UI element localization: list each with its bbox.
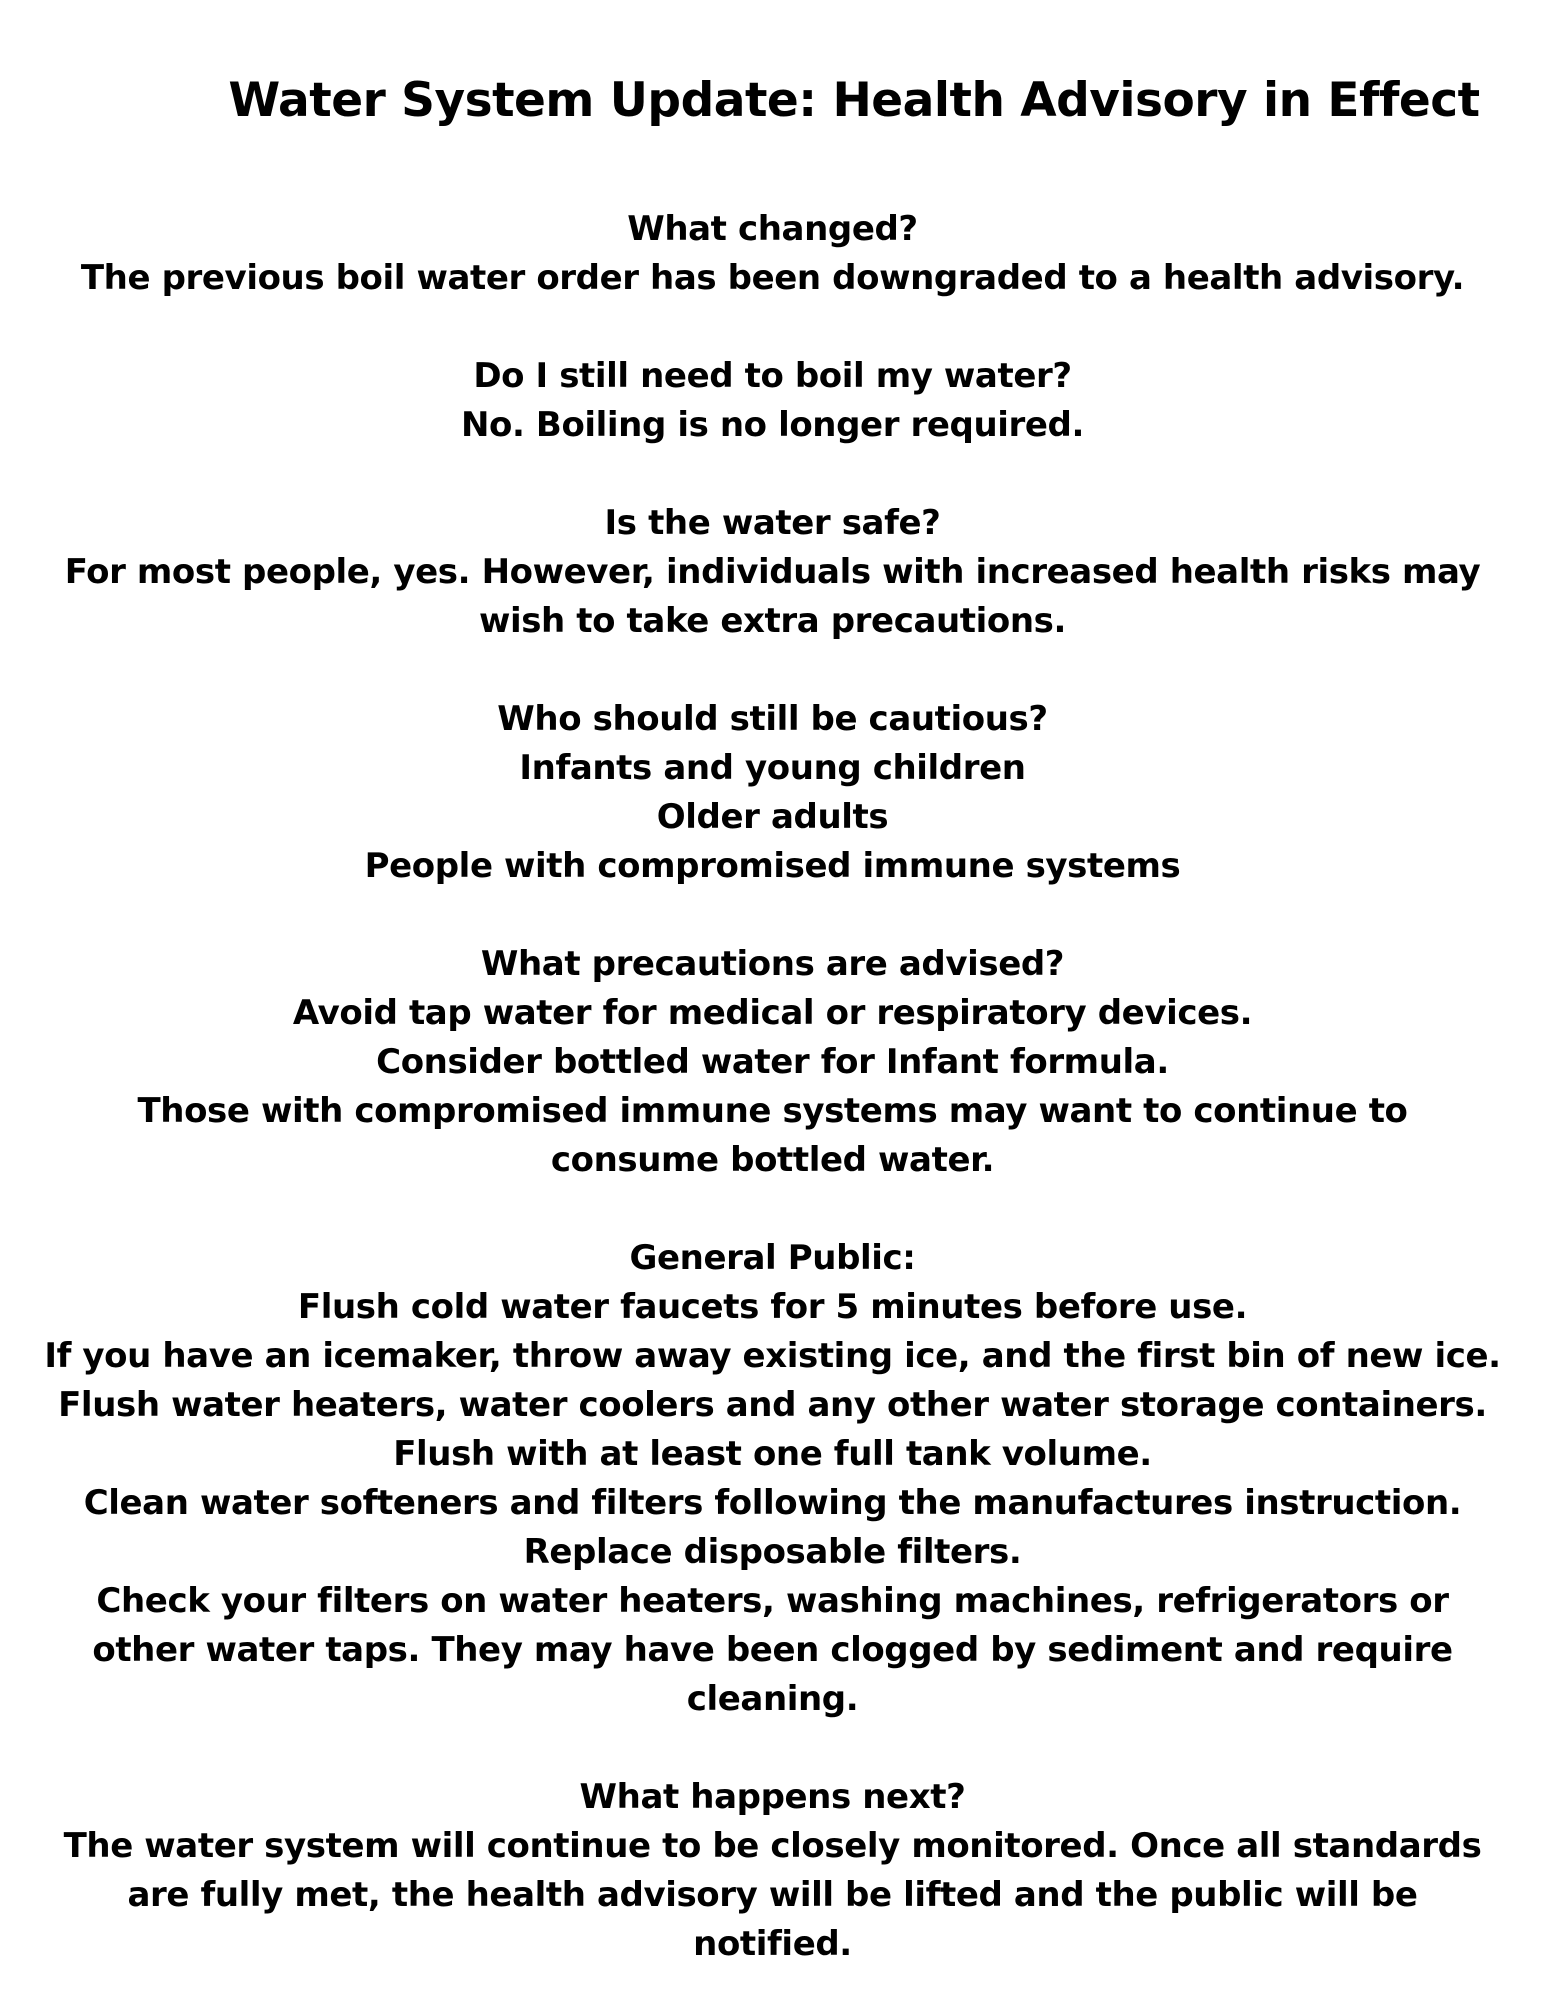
- question-what-changed: What changed?: [627, 209, 918, 249]
- section-what-changed: [40, 205, 1505, 303]
- list-item: Flush water heaters, water coolers and any other water storage containers.: [58, 1385, 1487, 1425]
- question-cautious: Who should still be cautious?: [497, 699, 1048, 739]
- advisory-content: [40, 205, 1505, 1969]
- answer-what-changed: The previous boil water order has been downgraded to a health advisory.: [80, 258, 1465, 298]
- question-next: What happens next?: [579, 1777, 966, 1817]
- list-item: Infants and young children: [519, 748, 1026, 788]
- section-precautions: [40, 940, 1505, 1185]
- answer-safe: For most people, yes. However, individuals with increased health risks may wish to take extra precautions.: [64, 552, 1481, 641]
- list-item: Consider bottled water for Infant formula.: [376, 1042, 1169, 1082]
- section-boil: [40, 352, 1505, 450]
- section-general-public: [40, 1234, 1505, 1724]
- heading-general-public: General Public:: [629, 1238, 916, 1278]
- list-item: Clean water softeners and filters following the manufactures instruction.: [83, 1483, 1462, 1523]
- list-item: Check your filters on water heaters, washing machines, refrigerators or other water taps. They may have been clogged by sediment and require cleaning.: [92, 1581, 1453, 1719]
- answer-next: The water system will continue to be closely monitored. Once all standards are fully met, the health advisory will be lifted and the public will be notified.: [63, 1826, 1482, 1964]
- list-item: Avoid tap water for medical or respiratory devices.: [292, 993, 1253, 1033]
- section-cautious: [40, 695, 1505, 891]
- list-item: Flush with at least one full tank volume.: [393, 1434, 1152, 1474]
- answer-boil: No. Boiling is no longer required.: [460, 405, 1085, 445]
- list-item: If you have an icemaker, throw away existing ice, and the first bin of new ice.: [44, 1336, 1501, 1376]
- list-item: People with compromised immune systems: [364, 846, 1181, 886]
- list-item: Flush cold water faucets for 5 minutes before use.: [297, 1287, 1248, 1327]
- page-title: Water System Update: Health Advisory in Effect: [228, 73, 1480, 128]
- question-boil: Do I still need to boil my water?: [473, 356, 1072, 396]
- list-item: Replace disposable filters.: [523, 1532, 1022, 1572]
- list-item: Older adults: [656, 797, 889, 837]
- question-safe: Is the water safe?: [604, 503, 941, 543]
- section-safe: [40, 499, 1505, 646]
- section-next: [40, 1773, 1505, 1969]
- question-precautions: What precautions are advised?: [480, 944, 1065, 984]
- list-item: Those with compromised immune systems may want to continue to consume bottled water.: [137, 1091, 1408, 1180]
